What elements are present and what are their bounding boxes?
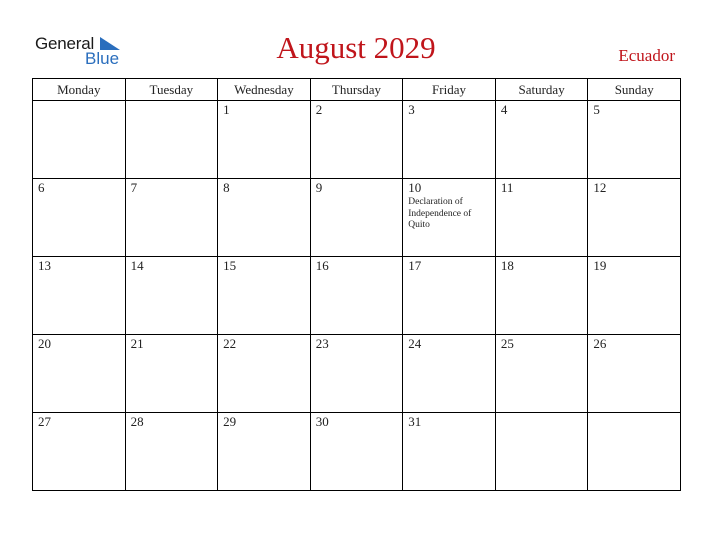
- day-cell: [218, 413, 311, 491]
- day-number: 6: [38, 180, 45, 195]
- day-cell: [495, 335, 588, 413]
- day-cell: [310, 257, 403, 335]
- day-number: 4: [500, 102, 508, 117]
- day-cell: [33, 179, 126, 257]
- day-cell: [588, 257, 681, 335]
- day-number: 23: [315, 336, 329, 351]
- day-cell: [218, 335, 311, 413]
- day-number: 1: [223, 102, 230, 117]
- weekday-header: Saturday: [495, 79, 588, 101]
- day-number: 9: [315, 180, 323, 195]
- day-number: 27: [38, 414, 51, 429]
- day-number: 14: [130, 258, 144, 273]
- day-number: 28: [130, 414, 144, 429]
- weekday-header: Tuesday: [125, 79, 218, 101]
- week-row: [33, 335, 681, 413]
- day-number: 10: [408, 180, 422, 195]
- day-cell: [218, 179, 311, 257]
- day-cell: [403, 257, 496, 335]
- month-calendar: [32, 78, 681, 492]
- day-number: 5: [593, 102, 600, 117]
- day-cell: [125, 101, 218, 179]
- day-number: 18: [500, 258, 514, 273]
- day-cell: [403, 101, 496, 179]
- week-row: [33, 413, 681, 491]
- day-number: 26: [593, 336, 607, 351]
- day-cell: [310, 335, 403, 413]
- day-cell: [125, 257, 218, 335]
- day-number: [33, 101, 125, 103]
- calendar-title: August 2029: [276, 30, 436, 65]
- day-number: 31: [408, 414, 422, 429]
- day-number: 8: [223, 180, 230, 195]
- day-number: 20: [38, 336, 51, 351]
- weekday-header: Friday: [403, 79, 496, 101]
- day-cell: [33, 335, 126, 413]
- day-number: 11: [500, 180, 514, 195]
- day-number: 22: [223, 336, 237, 351]
- day-cell: [588, 335, 681, 413]
- day-cell: [125, 335, 218, 413]
- day-cell: [588, 101, 681, 179]
- country-name: Ecuador: [618, 46, 675, 65]
- weekday-header: Thursday: [310, 79, 403, 101]
- day-number: 13: [38, 258, 51, 273]
- holiday-label: Declaration of Independence of Quito: [408, 197, 472, 230]
- day-number: 24: [408, 336, 422, 351]
- day-number: 2: [315, 102, 323, 117]
- day-cell: [403, 413, 496, 491]
- day-cell: [403, 335, 496, 413]
- day-number: 19: [593, 258, 607, 273]
- day-cell: [495, 413, 588, 491]
- week-row: [33, 179, 681, 257]
- day-number: 25: [500, 336, 514, 351]
- day-cell: [125, 179, 218, 257]
- logo-word-blue: Blue: [85, 49, 120, 68]
- day-cell: [588, 179, 681, 257]
- day-number: 30: [315, 414, 329, 429]
- day-number: 16: [315, 258, 329, 273]
- weekday-header: Wednesday: [218, 79, 311, 101]
- day-number: 7: [130, 180, 138, 195]
- day-cell: [495, 179, 588, 257]
- calendar-grid: [32, 78, 681, 491]
- day-number: [588, 413, 680, 415]
- day-number: 3: [408, 102, 415, 117]
- day-cell: [33, 101, 126, 179]
- day-cell: [218, 257, 311, 335]
- day-cell: [218, 101, 311, 179]
- day-number: [496, 413, 588, 415]
- logo-word-general: General: [35, 34, 95, 53]
- day-cell: [495, 257, 588, 335]
- day-cell: [495, 101, 588, 179]
- day-cell: [310, 179, 403, 257]
- day-number: [126, 101, 218, 103]
- day-number: 17: [408, 258, 422, 273]
- day-number: 29: [223, 414, 237, 429]
- day-cell: [125, 413, 218, 491]
- day-cell: [588, 413, 681, 491]
- weekday-header: Sunday: [588, 79, 681, 101]
- week-row: [33, 101, 681, 179]
- day-number: 21: [130, 336, 144, 351]
- day-number: 15: [223, 258, 237, 273]
- day-cell: [310, 101, 403, 179]
- day-cell-holiday: [403, 179, 496, 257]
- day-cell: [310, 413, 403, 491]
- weekday-header-row: [33, 79, 681, 101]
- weekday-header: Monday: [33, 79, 126, 101]
- day-number: 12: [593, 180, 607, 195]
- week-row: [33, 257, 681, 335]
- day-cell: [33, 413, 126, 491]
- day-cell: [33, 257, 126, 335]
